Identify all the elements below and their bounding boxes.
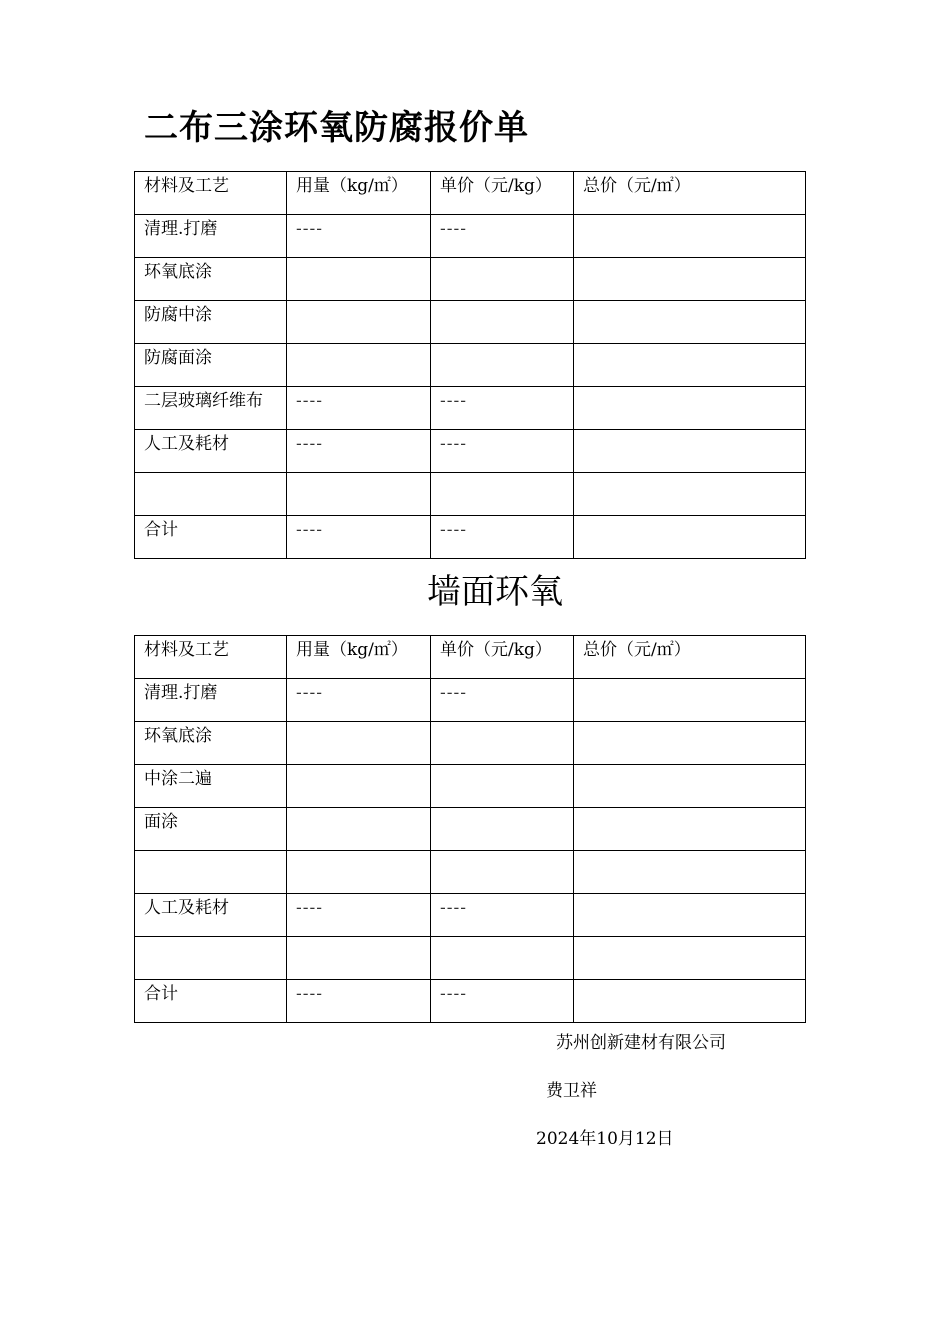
table-cell bbox=[431, 937, 574, 980]
quote-date: 2024年10月12日 bbox=[536, 1129, 674, 1149]
table-cell: ---- bbox=[287, 679, 431, 722]
table-cell: ---- bbox=[287, 516, 431, 559]
table-row bbox=[135, 937, 806, 980]
table-row bbox=[135, 808, 806, 851]
column-header: 单价（元/kg） bbox=[431, 636, 574, 679]
table-row bbox=[135, 679, 806, 722]
table-row bbox=[135, 344, 806, 387]
epoxy-anticorrosion-quote-table bbox=[134, 171, 806, 559]
table-row bbox=[135, 980, 806, 1023]
table-cell bbox=[287, 301, 431, 344]
table-cell: 中涂二遍 bbox=[135, 765, 287, 808]
table-cell bbox=[431, 344, 574, 387]
table-row bbox=[135, 722, 806, 765]
table-cell bbox=[574, 980, 806, 1023]
table-cell: ---- bbox=[287, 387, 431, 430]
table-cell: ---- bbox=[431, 980, 574, 1023]
table-cell: 合计 bbox=[135, 980, 287, 1023]
table-cell: 人工及耗材 bbox=[135, 894, 287, 937]
table-cell bbox=[431, 473, 574, 516]
table-cell: ---- bbox=[431, 387, 574, 430]
table-cell bbox=[574, 473, 806, 516]
table-cell bbox=[287, 808, 431, 851]
table-cell bbox=[574, 765, 806, 808]
table-cell: ---- bbox=[431, 516, 574, 559]
table-cell bbox=[574, 430, 806, 473]
table-cell: ---- bbox=[287, 430, 431, 473]
table-cell bbox=[574, 215, 806, 258]
table-cell bbox=[431, 722, 574, 765]
wall-table-body bbox=[135, 636, 806, 1023]
table-cell bbox=[287, 722, 431, 765]
table-cell bbox=[574, 894, 806, 937]
column-header: 总价（元/㎡） bbox=[574, 172, 806, 215]
table-cell: ---- bbox=[431, 894, 574, 937]
table-header-row bbox=[135, 636, 806, 679]
table-row bbox=[135, 516, 806, 559]
table-cell bbox=[431, 301, 574, 344]
table-cell bbox=[574, 808, 806, 851]
table-row bbox=[135, 851, 806, 894]
table-cell: 环氧底涂 bbox=[135, 722, 287, 765]
table-cell: 环氧底涂 bbox=[135, 258, 287, 301]
table-cell bbox=[287, 258, 431, 301]
table-row bbox=[135, 430, 806, 473]
table-cell bbox=[431, 765, 574, 808]
table-row bbox=[135, 215, 806, 258]
table-row bbox=[135, 301, 806, 344]
table-cell bbox=[574, 258, 806, 301]
table-cell bbox=[574, 937, 806, 980]
table-cell bbox=[135, 473, 287, 516]
table-cell bbox=[574, 679, 806, 722]
table-cell bbox=[287, 765, 431, 808]
table-cell bbox=[574, 516, 806, 559]
column-header: 用量（kg/㎡） bbox=[287, 172, 431, 215]
table-cell: 防腐面涂 bbox=[135, 344, 287, 387]
table-cell: 二层玻璃纤维布 bbox=[135, 387, 287, 430]
table-cell: 面涂 bbox=[135, 808, 287, 851]
table-row bbox=[135, 387, 806, 430]
table-cell bbox=[135, 851, 287, 894]
column-header: 材料及工艺 bbox=[135, 636, 287, 679]
table-cell bbox=[574, 344, 806, 387]
contact-person: 费卫祥 bbox=[546, 1081, 597, 1101]
table-row bbox=[135, 765, 806, 808]
table-cell: 清理.打磨 bbox=[135, 215, 287, 258]
table-cell bbox=[135, 937, 287, 980]
table-cell: ---- bbox=[287, 215, 431, 258]
table-cell: 清理.打磨 bbox=[135, 679, 287, 722]
company-name: 苏州创新建材有限公司 bbox=[556, 1033, 726, 1053]
table-cell: 防腐中涂 bbox=[135, 301, 287, 344]
table-cell: ---- bbox=[431, 215, 574, 258]
column-header: 总价（元/㎡） bbox=[574, 636, 806, 679]
table-row bbox=[135, 894, 806, 937]
wall-epoxy-title: 墙面环氧 bbox=[427, 572, 563, 612]
table-header-row bbox=[135, 172, 806, 215]
table-cell bbox=[287, 851, 431, 894]
table-cell bbox=[431, 808, 574, 851]
table-cell: 合计 bbox=[135, 516, 287, 559]
quote-title: 二布三涂环氧防腐报价单 bbox=[144, 108, 529, 148]
column-header: 材料及工艺 bbox=[135, 172, 287, 215]
table-cell bbox=[431, 258, 574, 301]
column-header: 用量（kg/㎡） bbox=[287, 636, 431, 679]
table-cell bbox=[287, 937, 431, 980]
wall-epoxy-quote-table bbox=[134, 635, 806, 1023]
table-cell bbox=[574, 301, 806, 344]
column-header: 单价（元/kg） bbox=[431, 172, 574, 215]
table-cell: ---- bbox=[431, 679, 574, 722]
table-cell bbox=[574, 387, 806, 430]
table-row bbox=[135, 258, 806, 301]
table-cell: ---- bbox=[287, 894, 431, 937]
table-cell: ---- bbox=[287, 980, 431, 1023]
table-cell bbox=[574, 722, 806, 765]
table-cell: 人工及耗材 bbox=[135, 430, 287, 473]
table-cell bbox=[574, 851, 806, 894]
table-cell bbox=[287, 473, 431, 516]
quote-table-body bbox=[135, 172, 806, 559]
table-row bbox=[135, 473, 806, 516]
table-cell bbox=[287, 344, 431, 387]
table-cell: ---- bbox=[431, 430, 574, 473]
table-cell bbox=[431, 851, 574, 894]
